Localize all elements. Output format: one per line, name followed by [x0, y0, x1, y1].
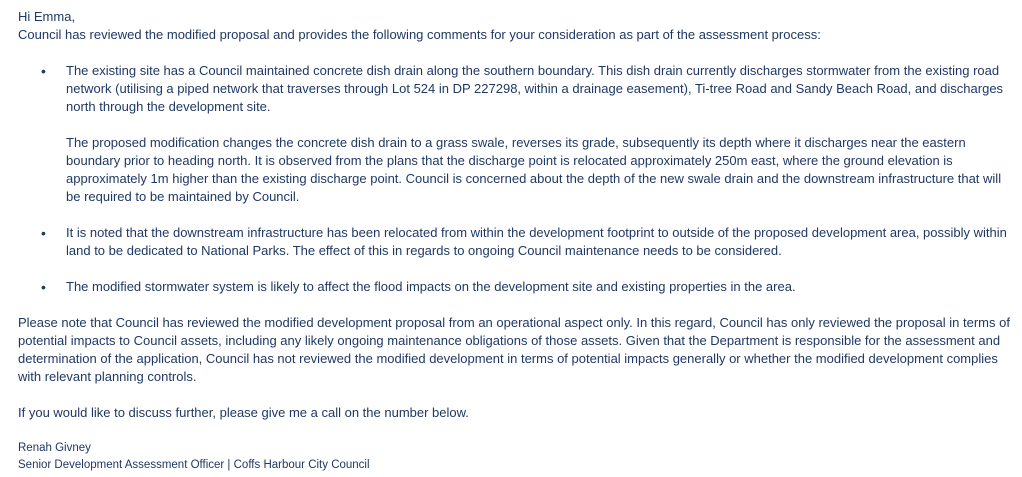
intro-paragraph: Council has reviewed the modified proposal and provides the following comments for your consideration as part of the assessment process:: [18, 27, 821, 42]
note-paragraph: Please note that Council has reviewed the modified development proposal from an operational aspect only. In this regard, Council has only reviewed the proposal in terms of potential impacts to Council assets, including any likely ongoing maintenance obligations of those assets. Given that the Department is responsible for the assessment and determination of the application, Council has not reviewed the modified development in terms of potential impacts generally or whether the modified development complies with relevant planning controls.: [18, 315, 1010, 384]
greeting: Hi Emma,: [18, 9, 76, 24]
list-item-paragraph: The existing site has a Council maintained concrete dish drain along the southern boundary. This dish drain currently discharges stormwater from the existing road network (utilising a piped network that traverses through Lot 524 in DP 227298, within a drainage easement), Ti-tree Road and Sandy Beach Road, and discharges north through the development site.: [66, 63, 1004, 114]
list-item-paragraph: The proposed modification changes the concrete dish drain to a grass swale, reverses its grade, subsequently its depth where it discharges near the eastern boundary prior to heading north. It is observed from the plans that the discharge point is relocated approximately 250m east, where the ground elevation is approximately 1m higher than the existing discharge point. Council is concerned about the depth of the new swale drain and the downstream infrastructure that will be required to be maintained by Council.: [66, 135, 1002, 204]
signature-block: [18, 440, 1014, 474]
comments-list: [18, 62, 1014, 296]
list-item: [18, 62, 1014, 206]
list-item-paragraph: The modified stormwater system is likely to affect the flood impacts on the development site and existing properties in the area.: [66, 279, 796, 294]
list-item-paragraph: It is noted that the downstream infrastructure has been relocated from within the development footprint to outside of the proposed development area, possibly within land to be dedicated to National Parks. The effect of this in regards to ongoing Council maintenance needs to be considered.: [66, 225, 1007, 258]
signature-name: Renah Givney: [18, 442, 91, 454]
signature-title: Senior Development Assessment Officer | Coffs Harbour City Council: [18, 459, 370, 471]
bullet-icon: •: [41, 279, 46, 295]
closing-paragraph: If you would like to discuss further, please give me a call on the number below.: [18, 405, 469, 420]
bullet-icon: •: [41, 63, 46, 79]
list-item: [18, 224, 1014, 260]
bullet-icon: •: [41, 225, 46, 241]
list-item: [18, 278, 1014, 296]
